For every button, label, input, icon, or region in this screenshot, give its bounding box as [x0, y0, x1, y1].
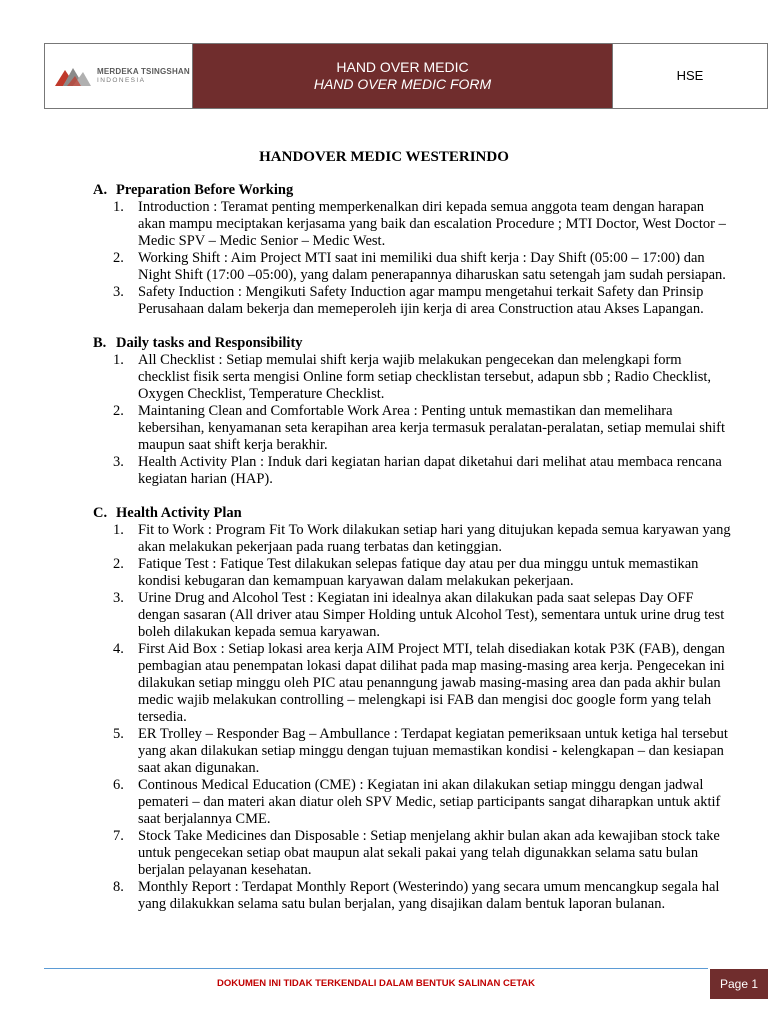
- list-item: [93, 590, 733, 641]
- document-title: HANDOVER MEDIC WESTERINDO: [259, 149, 509, 165]
- list-item: [93, 199, 733, 250]
- list-item-number: 7.: [113, 828, 124, 844]
- list-item: [93, 352, 733, 403]
- section-a: [93, 182, 733, 318]
- list-item-number: 3.: [113, 590, 124, 606]
- section-item-list: [93, 352, 733, 488]
- logo-country: INDONESIA: [97, 76, 146, 84]
- section-heading: [93, 335, 733, 352]
- list-item: [93, 403, 733, 454]
- list-item-text: Safety Induction : Mengikuti Safety Induction agar mampu mengetahui terkait Safety dan Prinsip Perusahaan dalam bekerja dan memeperoleh ijin kerja di area Construction atau Akses Lapangan.: [138, 284, 704, 317]
- list-item-text: Introduction : Teramat penting memperkenalkan diri kepada semua anggota team dengan harapan akan mampu meciptakan kerjasama yang baik dan escalation Procedure ; MTI Doctor, West Doctor – Medic SPV – Medic Senior – Medic West.: [138, 199, 726, 249]
- header-department: HSE: [676, 68, 704, 83]
- list-item-text: Working Shift : Aim Project MTI saat ini memiliki dua shift kerja : Day Shift (05:00 – 17:00) dan Night Shift (17:00 –05:00), yang dalam penerapannya diharuskan satu setengah jam sudah persiapan.: [138, 250, 726, 283]
- list-item: [93, 556, 733, 590]
- list-item: [93, 828, 733, 879]
- header-title-block: [193, 44, 613, 108]
- list-item-text: Maintaning Clean and Comfortable Work Area : Penting untuk memastikan dan memelihara kebersihan, kenyamanan seta kerapihan area kerja termasuk peralatan-peralatan, setiap memulai shift maupun saat shift kerja berakhir.: [138, 403, 725, 453]
- list-item-number: 2.: [113, 250, 124, 266]
- header-title: HAND OVER MEDIC: [336, 59, 469, 75]
- list-item-number: 1.: [113, 352, 124, 368]
- company-logo: [45, 44, 193, 108]
- section-item-list: [93, 522, 733, 913]
- list-item-number: 1.: [113, 522, 124, 538]
- list-item: [93, 777, 733, 828]
- list-item: [93, 250, 733, 284]
- list-item-text: Urine Drug and Alcohol Test : Kegiatan ini idealnya akan dilakukan pada saat selepas Day OFF dengan sasaran (All driver atau Simper Holding untuk Alcohol Test), sementara untuk urine drug test boleh dilakukan kepada semua karyawan.: [138, 590, 725, 640]
- list-item: [93, 522, 733, 556]
- list-item-text: Fatique Test : Fatique Test dilakukan selepas fatique day atau per dua minggu untuk memastikan kondisi kebugaran dan kemampuan karyawan dalam melakukan pekerjaan.: [138, 556, 699, 589]
- list-item-number: 3.: [113, 284, 124, 300]
- section-c: [93, 505, 733, 913]
- header-subtitle: HAND OVER MEDIC FORM: [313, 76, 492, 92]
- list-item: [93, 726, 733, 777]
- list-item-number: 1.: [113, 199, 124, 215]
- list-item-number: 3.: [113, 454, 124, 470]
- section-title: Daily tasks and Responsibility: [116, 335, 303, 351]
- section-title: Health Activity Plan: [116, 505, 242, 521]
- document-header: [44, 43, 768, 109]
- list-item-number: 6.: [113, 777, 124, 793]
- list-item: [93, 879, 733, 913]
- list-item-text: Continous Medical Education (CME) : Kegiatan ini akan dilakukan setiap minggu dengan jadwal pemateri – dan materi akan diatur oleh SPV Medic, setiap participants sangat diharapkan untuk aktif saat berjalannya CME.: [138, 777, 721, 827]
- page-number: Page 1: [710, 969, 768, 999]
- document-body: [93, 182, 733, 930]
- list-item-text: ER Trolley – Responder Bag – Ambullance : Terdapat kegiatan pemeriksaan untuk ketiga hal tersebut yang akan dilakukan setiap minggu dengan tujuan memastikan kondisi - kelengkapan – dan kesiapan saat akan digunakan.: [138, 726, 728, 776]
- company-logo-icon: [53, 64, 93, 88]
- section-b: [93, 335, 733, 488]
- section-letter: A.: [93, 182, 108, 198]
- footer-notice: DOKUMEN INI TIDAK TERKENDALI DALAM BENTUK SALINAN CETAK: [216, 978, 536, 989]
- section-heading: [93, 505, 733, 522]
- logo-company-name: MERDEKA TSINGSHAN: [97, 66, 190, 76]
- list-item-number: 5.: [113, 726, 124, 742]
- section-title: Preparation Before Working: [116, 182, 294, 198]
- list-item-number: 2.: [113, 403, 124, 419]
- section-letter: B.: [93, 335, 107, 351]
- list-item-text: Fit to Work : Program Fit To Work dilakukan setiap hari yang ditujukan kepada semua karyawan yang akan melakukan pekerjaan pada ruang terbatas dan ketinggian.: [138, 522, 731, 555]
- list-item-number: 8.: [113, 879, 124, 895]
- list-item-text: First Aid Box : Setiap lokasi area kerja AIM Project MTI, telah disediakan kotak P3K (FAB), dengan pembagian atau penempatan lokasi dapat dilihat pada map masing-masing area kerja. Pengecekan ini dilakukan setiap minggu oleh PIC atau penanngung jawab masing-masing area dan pada akhir bulan medic wajib melakukan controlling – melengkapi isi FAB dan mengisi doc google form yang telah tersedia.: [138, 641, 725, 725]
- list-item-text: Monthly Report : Terdapat Monthly Report (Westerindo) yang secara umum mencangkup segala hal yang dilakukkan selama satu bulan berjalan, yang disajikan dalam bentuk laporan bulanan.: [138, 879, 720, 912]
- section-item-list: [93, 199, 733, 318]
- list-item: [93, 641, 733, 726]
- list-item: [93, 284, 733, 318]
- list-item-text: Health Activity Plan : Induk dari kegiatan harian dapat diketahui dari melihat atau membaca rencana kegiatan harian (HAP).: [138, 454, 722, 487]
- footer-divider: [44, 968, 708, 969]
- section-heading: [93, 182, 733, 199]
- list-item-number: 2.: [113, 556, 124, 572]
- list-item-text: Stock Take Medicines dan Disposable : Setiap menjelang akhir bulan akan ada kewajiban stock take untuk pengecekan setiap obat maupun alat sekali pakai yang telah digunakkan selama satu bulan berjalan pelayanan kesehatan.: [138, 828, 720, 878]
- list-item-text: All Checklist : Setiap memulai shift kerja wajib melakukan pengecekan dan melengkapi form checklist fisik serta mengisi Online form setiap checklistan tersebut, adapun sbb ; Radio Checklist, Oxygen Checklist, Temperature Checklist.: [138, 352, 712, 402]
- list-item: [93, 454, 733, 488]
- list-item-number: 4.: [113, 641, 124, 657]
- section-letter: C.: [93, 505, 108, 521]
